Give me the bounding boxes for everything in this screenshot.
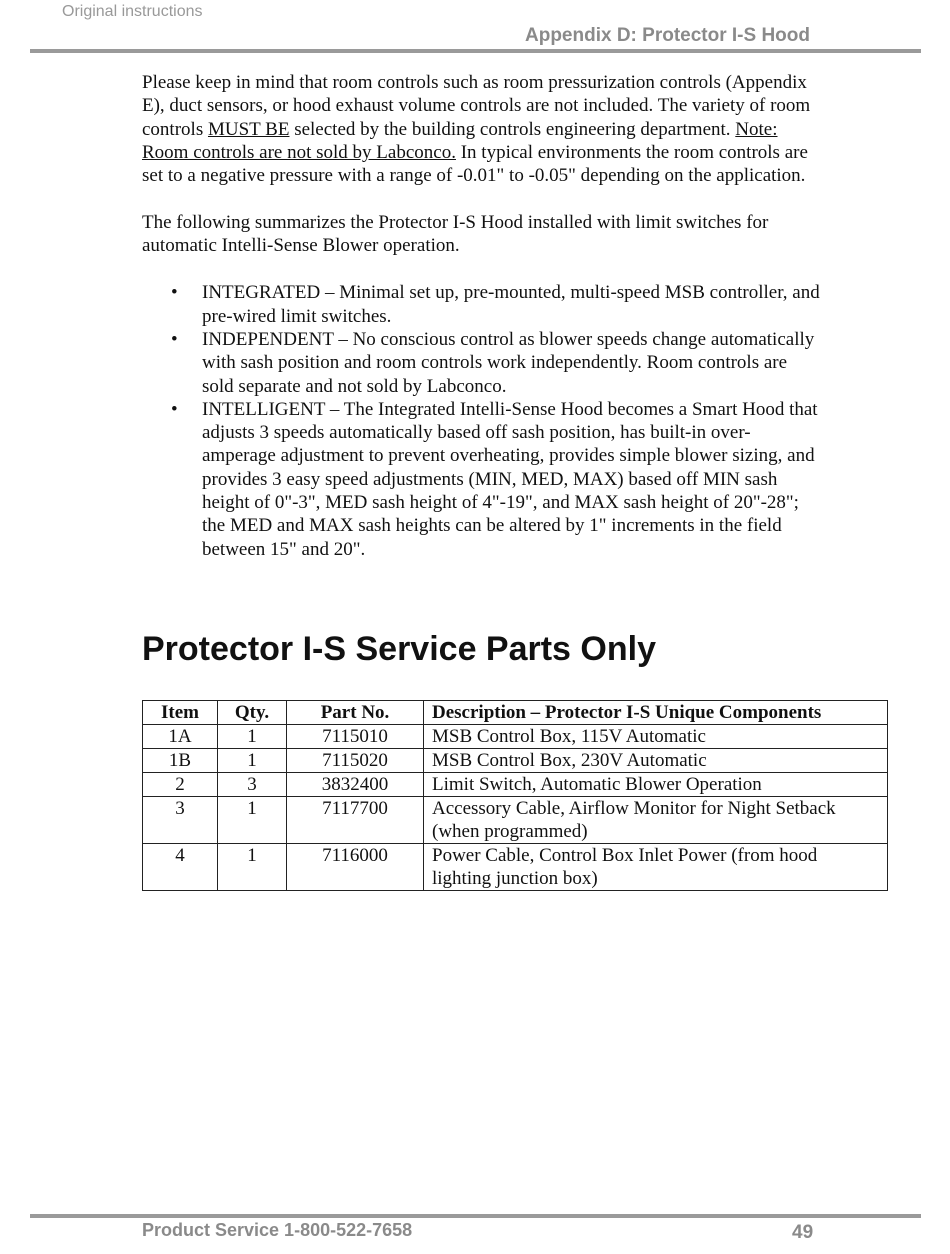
labconco-note: Note: Room controls are not sold by Labconco. bbox=[142, 118, 778, 163]
cell-description: Limit Switch, Automatic Blower Operation bbox=[424, 773, 888, 797]
intro-paragraph: Please keep in mind that room controls such as room pressurization controls (Appendix E), duct sensors, or hood exhaust volume controls are not included. The variety of room controls MUST BE selected by the building controls engineering department. Note: Room controls are not sold by Labconco. In typical environments the room controls are set to a negative pressure with a range of -0.01" to -0.05" depending on the application. bbox=[142, 72, 811, 187]
original-instructions-note: Original instructions bbox=[62, 3, 203, 20]
footer-divider bbox=[30, 1214, 921, 1218]
page-number: 49 bbox=[792, 1222, 814, 1243]
bullet-integrated: • INTEGRATED – Minimal set up, pre-mounted, multi-speed MSB controller, and pre-wired limit switches. bbox=[171, 282, 820, 327]
column-header-description: Description – Protector I-S Unique Components bbox=[424, 701, 888, 725]
bullet-icon: • bbox=[171, 282, 178, 304]
table-row bbox=[143, 844, 888, 891]
cell-item: 4 bbox=[143, 844, 218, 891]
cell-qty: 1 bbox=[218, 844, 287, 891]
table-header-row bbox=[143, 701, 888, 725]
cell-description: MSB Control Box, 230V Automatic bbox=[424, 749, 888, 773]
cell-part-no: 3832400 bbox=[287, 773, 424, 797]
cell-qty: 1 bbox=[218, 749, 287, 773]
summary-paragraph: The following summarizes the Protector I-S Hood installed with limit switches for automatic Intelli-Sense Blower operation. bbox=[142, 211, 769, 257]
cell-description: MSB Control Box, 115V Automatic bbox=[424, 725, 888, 749]
bullet-icon: • bbox=[171, 328, 178, 350]
section-heading: Protector I-S Service Parts Only bbox=[142, 630, 656, 668]
cell-item: 1A bbox=[143, 725, 218, 749]
body-content bbox=[142, 71, 822, 561]
cell-part-no: 7116000 bbox=[287, 844, 424, 891]
service-parts-table bbox=[142, 700, 888, 891]
page-header-title: Appendix D: Protector I-S Hood bbox=[525, 25, 810, 46]
cell-item: 1B bbox=[143, 749, 218, 773]
cell-part-no: 7117700 bbox=[287, 797, 424, 844]
table-row bbox=[143, 749, 888, 773]
bullet-icon: • bbox=[171, 398, 178, 420]
cell-part-no: 7115010 bbox=[287, 725, 424, 749]
column-header-qty: Qty. bbox=[218, 701, 287, 725]
cell-item: 2 bbox=[143, 773, 218, 797]
cell-part-no: 7115020 bbox=[287, 749, 424, 773]
cell-description: Power Cable, Control Box Inlet Power (from hood lighting junction box) bbox=[424, 844, 888, 891]
cell-description: Accessory Cable, Airflow Monitor for Night Setback (when programmed) bbox=[424, 797, 888, 844]
cell-qty: 1 bbox=[218, 797, 287, 844]
cell-item: 3 bbox=[143, 797, 218, 844]
product-service-phone: Product Service 1-800-522-7658 bbox=[142, 1220, 413, 1240]
header-divider bbox=[30, 49, 921, 53]
bullet-independent: • INDEPENDENT – No conscious control as blower speeds change automatically with sash position and room controls work independently. Room controls are sold separate and not sold by Labconco. bbox=[171, 328, 815, 397]
table-row bbox=[143, 773, 888, 797]
cell-qty: 3 bbox=[218, 773, 287, 797]
cell-qty: 1 bbox=[218, 725, 287, 749]
table-row bbox=[143, 725, 888, 749]
bullet-intelligent: • INTELLIGENT – The Integrated Intelli-Sense Hood becomes a Smart Hood that adjusts 3 speeds automatically based off sash position, has built-in over-amperage adjustment to prevent overheating, provides simple blower sizing, and provides 3 easy speed adjustments (MIN, MED, MAX) based off MIN sash height of 0"-3", MED sash height of 4"-19", and MAX sash height of 20"-28"; the MED and MAX sash heights can be altered by 1" increments in the field between 15" and 20". bbox=[171, 398, 818, 560]
column-header-part-no: Part No. bbox=[287, 701, 424, 725]
table-row bbox=[143, 797, 888, 844]
column-header-item: Item bbox=[143, 701, 218, 725]
feature-bullet-list bbox=[142, 281, 822, 561]
must-be-emphasis: MUST BE bbox=[207, 118, 290, 140]
